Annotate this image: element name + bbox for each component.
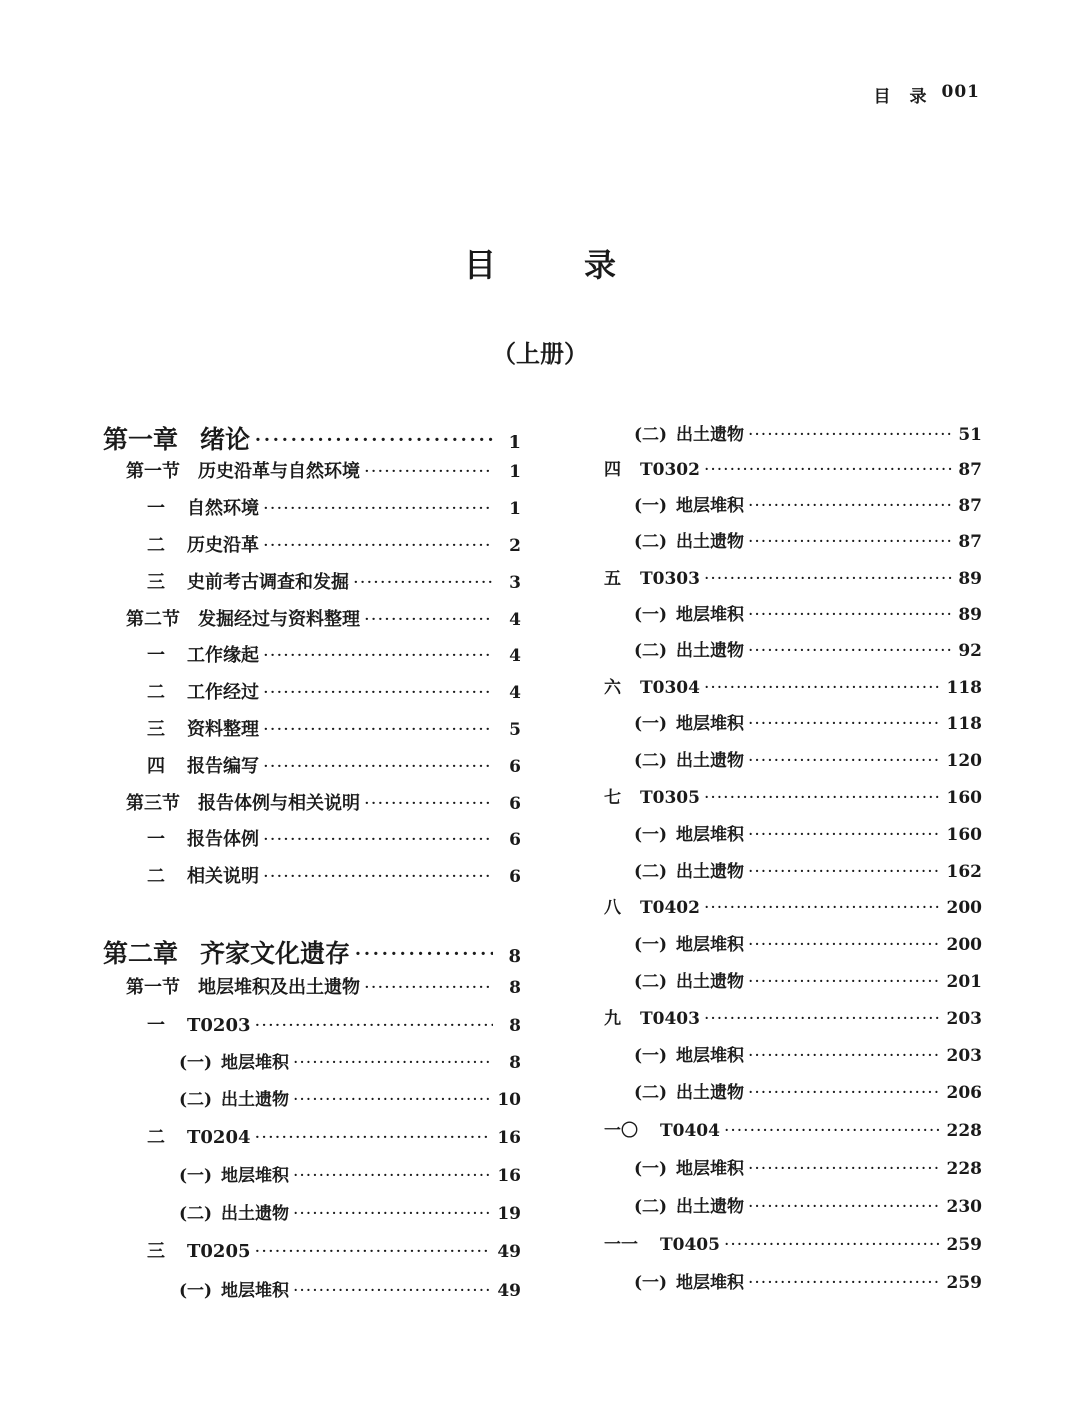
- toc-entry-number: 三: [147, 572, 165, 593]
- toc-entry-number: (一): [634, 714, 668, 734]
- toc-entry-number: 一一: [604, 1235, 638, 1255]
- toc-entry: [103, 1276, 521, 1301]
- toc-entry: [103, 715, 521, 741]
- toc-entry-title: T0204: [187, 1127, 251, 1148]
- toc-entry-number: (一): [634, 605, 668, 625]
- dot-leader: [748, 496, 952, 516]
- toc-entry-title: 地层堆积: [676, 1046, 744, 1066]
- toc-entry-number: 四: [147, 756, 165, 777]
- toc-entry: [103, 1123, 521, 1149]
- toc-entry-page: 228: [946, 1121, 982, 1141]
- toc-entry-number: (二): [634, 862, 668, 882]
- toc-entry-page: 49: [497, 1242, 521, 1262]
- toc-entry-number: (二): [634, 972, 668, 992]
- toc-entry-page: 10: [497, 1090, 521, 1110]
- toc-entry: [103, 1161, 521, 1186]
- toc-entry-title: T0403: [640, 1009, 700, 1029]
- toc-entry-title: T0304: [640, 678, 700, 698]
- toc-entry-title: 地层堆积: [221, 1053, 289, 1073]
- toc-entry: [103, 1237, 521, 1263]
- toc-entry-title: 地层堆积: [676, 714, 744, 734]
- toc-entry: [604, 1004, 982, 1029]
- toc-entry-number: 第二章: [103, 939, 179, 968]
- toc-entry: [604, 893, 982, 918]
- toc-entry-title: 报告体例: [187, 829, 259, 850]
- toc-entry-page: 230: [946, 1197, 982, 1217]
- toc-entry-title: 工作缘起: [187, 645, 259, 666]
- toc-entry-page: 8: [509, 1053, 521, 1073]
- dot-leader: [748, 605, 952, 625]
- toc-entry: [604, 1041, 982, 1066]
- dot-leader: [263, 866, 493, 887]
- toc-entry-title: 地层堆积: [676, 825, 744, 845]
- toc-entry-number: 一: [147, 1015, 165, 1036]
- toc-entry-title: T0205: [187, 1241, 251, 1262]
- toc-entry-number: (二): [634, 1083, 668, 1103]
- toc-entry-title: 地层堆积: [676, 935, 744, 955]
- toc-entry-title: 发掘经过与资料整理: [198, 609, 360, 630]
- toc-entry-page: 87: [958, 460, 982, 480]
- toc-entry-title: 史前考古调查和发掘: [187, 572, 349, 593]
- toc-entry-page: 118: [946, 678, 982, 698]
- toc-entry-number: (二): [634, 532, 668, 552]
- toc-entry-page: 120: [946, 751, 982, 771]
- dot-leader: [255, 1127, 492, 1148]
- toc-entry: [604, 1154, 982, 1179]
- dot-leader: [748, 972, 941, 992]
- toc-entry: [604, 783, 982, 808]
- toc-entry-page: 4: [509, 610, 521, 630]
- toc-entry-title: 出土遗物: [676, 751, 744, 771]
- toc-entry: [604, 1078, 982, 1103]
- toc-entry-number: 三: [147, 719, 165, 740]
- toc-entry: [604, 636, 982, 661]
- running-head-page: 001: [941, 82, 980, 102]
- toc-entry-title: 地层堆积: [676, 605, 744, 625]
- dot-leader: [704, 460, 952, 480]
- toc-entry-title: T0305: [640, 788, 700, 808]
- toc-entry-number: (一): [179, 1281, 213, 1301]
- dot-leader: [364, 461, 493, 482]
- toc-entry: [604, 564, 982, 589]
- toc-entry: [103, 789, 521, 815]
- dot-leader: [293, 1204, 491, 1224]
- toc-entry-page: 19: [497, 1204, 521, 1224]
- dot-leader: [748, 425, 952, 445]
- toc-entry-title: 地层堆积: [676, 496, 744, 516]
- toc-entry: [604, 746, 982, 771]
- dot-leader: [748, 1197, 941, 1217]
- dot-leader: [364, 977, 493, 998]
- toc-entry-number: 一: [147, 498, 165, 519]
- toc-entry: [604, 1268, 982, 1293]
- toc-entry-number: 第一章: [103, 425, 179, 454]
- toc-entry: [604, 1116, 982, 1141]
- toc-entry-title: 地层堆积: [221, 1281, 289, 1301]
- dot-leader: [748, 1159, 941, 1179]
- toc-entry-number: (二): [179, 1090, 213, 1110]
- toc-entry: [103, 934, 521, 970]
- toc-entry: [604, 673, 982, 698]
- toc-entry-page: 16: [497, 1128, 521, 1148]
- toc-entry-number: 第一节: [126, 977, 180, 998]
- dot-leader: [724, 1235, 941, 1255]
- toc-entry-number: (一): [634, 825, 668, 845]
- dot-leader: [364, 609, 493, 630]
- toc-entry: [103, 420, 521, 456]
- toc-entry-page: 3: [509, 573, 521, 593]
- toc-entry-page: 118: [946, 714, 982, 734]
- toc-entry-title: T0405: [660, 1235, 720, 1255]
- dot-leader: [354, 939, 493, 968]
- toc-entry-title: 出土遗物: [221, 1090, 289, 1110]
- dot-leader: [293, 1166, 491, 1186]
- toc-entry: [604, 527, 982, 552]
- toc-entry: [103, 457, 521, 483]
- toc-entry: [103, 678, 521, 704]
- toc-entry-page: 160: [946, 788, 982, 808]
- toc-entry: [604, 1192, 982, 1217]
- toc-entry-number: 第一节: [126, 461, 180, 482]
- toc-entry-page: 4: [509, 646, 521, 666]
- toc-entry-page: 16: [497, 1166, 521, 1186]
- toc-entry-number: 二: [147, 682, 165, 703]
- toc-entry-number: 四: [604, 460, 621, 480]
- toc-entry-title: 资料整理: [187, 719, 259, 740]
- toc-entry-title: 出土遗物: [221, 1204, 289, 1224]
- dot-leader: [748, 714, 941, 734]
- toc-entry-page: 200: [946, 935, 982, 955]
- toc-entry-number: 二: [147, 1127, 165, 1148]
- dot-leader: [704, 1009, 941, 1029]
- toc-entry-title: T0303: [640, 569, 700, 589]
- dot-leader: [255, 1241, 492, 1262]
- toc-entry-page: 8: [509, 1016, 521, 1036]
- toc-entry-page: 162: [946, 862, 982, 882]
- toc-entry-number: 第二节: [126, 609, 180, 630]
- toc-entry-number: (二): [634, 641, 668, 661]
- toc-entry-page: 203: [946, 1046, 982, 1066]
- toc-entry-page: 203: [946, 1009, 982, 1029]
- toc-entry-number: 三: [147, 1241, 165, 1262]
- toc-entry: [103, 1085, 521, 1110]
- toc-entry-page: 6: [509, 830, 521, 850]
- dot-leader: [704, 678, 941, 698]
- toc-entry: [103, 531, 521, 557]
- dot-leader: [748, 1046, 941, 1066]
- toc-entry-title: 地层堆积: [676, 1159, 744, 1179]
- page-title: 目 录: [463, 246, 644, 284]
- toc-entry: [604, 455, 982, 480]
- toc-entry-page: 87: [958, 532, 982, 552]
- toc-entry-title: 历史沿革与自然环境: [198, 461, 360, 482]
- toc-entry-number: 第三节: [126, 793, 180, 814]
- toc-entry-page: 259: [946, 1235, 982, 1255]
- dot-leader: [748, 532, 952, 552]
- toc-entry: [103, 1048, 521, 1073]
- dot-leader: [704, 569, 952, 589]
- toc-entry-title: 出土遗物: [676, 1083, 744, 1103]
- toc-entry-number: (一): [634, 935, 668, 955]
- dot-leader: [353, 572, 493, 593]
- toc-entry-number: 五: [604, 569, 621, 589]
- toc-entry: [604, 420, 982, 445]
- toc-entry-page: 5: [509, 720, 521, 740]
- toc-entry-number: 七: [604, 788, 621, 808]
- toc-entry-title: 报告编写: [187, 756, 259, 777]
- toc-entry-title: 相关说明: [187, 866, 259, 887]
- toc-entry-page: 6: [509, 757, 521, 777]
- dot-leader: [263, 829, 493, 850]
- toc-entry-title: 齐家文化遗存: [200, 939, 351, 968]
- toc-entry-number: 二: [147, 866, 165, 887]
- toc-entry-page: 51: [958, 425, 982, 445]
- toc-entry-number: (一): [179, 1053, 213, 1073]
- dot-leader: [704, 898, 941, 918]
- toc-entry-title: 自然环境: [187, 498, 259, 519]
- toc-entry-page: 8: [509, 978, 521, 998]
- dot-leader: [364, 793, 493, 814]
- toc-entry-page: 6: [509, 867, 521, 887]
- dot-leader: [263, 498, 493, 519]
- toc-entry: [604, 930, 982, 955]
- dot-leader: [293, 1053, 493, 1073]
- toc-entry-number: (二): [634, 1197, 668, 1217]
- toc-entry-title: 地层堆积及出土遗物: [198, 977, 360, 998]
- toc-entry-page: 228: [946, 1159, 982, 1179]
- toc-entry-page: 160: [946, 825, 982, 845]
- toc-entry-page: 1: [509, 462, 521, 482]
- dot-leader: [704, 788, 941, 808]
- toc-entry: [103, 1199, 521, 1224]
- toc-entry: [103, 1011, 521, 1037]
- toc-entry-number: 一: [147, 829, 165, 850]
- toc-entry-number: (一): [634, 1159, 668, 1179]
- dot-leader: [293, 1090, 491, 1110]
- toc-entry-number: 二: [147, 535, 165, 556]
- toc-entry-page: 206: [946, 1083, 982, 1103]
- toc-entry: [103, 641, 521, 667]
- toc-entry-page: 89: [958, 569, 982, 589]
- toc-entry: [604, 709, 982, 734]
- toc-entry: [103, 862, 521, 888]
- toc-entry-number: (一): [179, 1166, 213, 1186]
- toc-entry-title: T0302: [640, 460, 700, 480]
- toc-entry-page: 201: [946, 972, 982, 992]
- toc-entry-title: 出土遗物: [676, 532, 744, 552]
- toc-entry-title: T0402: [640, 898, 700, 918]
- toc-entry: [103, 568, 521, 594]
- toc-entry-page: 1: [508, 432, 521, 453]
- toc-entry: [604, 857, 982, 882]
- dot-leader: [748, 862, 941, 882]
- dot-leader: [748, 935, 941, 955]
- toc-entry-number: (二): [179, 1204, 213, 1224]
- toc-entry-number: 一〇: [604, 1121, 638, 1141]
- dot-leader: [263, 756, 493, 777]
- toc-entry-page: 8: [508, 946, 521, 967]
- toc-entry: [103, 973, 521, 999]
- toc-entry-title: T0404: [660, 1121, 720, 1141]
- toc-entry-title: 工作经过: [187, 682, 259, 703]
- toc-entry-page: 2: [509, 536, 521, 556]
- toc-entry-number: (二): [634, 425, 668, 445]
- toc-entry-title: 出土遗物: [676, 641, 744, 661]
- toc-entry-title: 出土遗物: [676, 425, 744, 445]
- dot-leader: [263, 682, 493, 703]
- toc-entry-page: 200: [946, 898, 982, 918]
- toc-entry-page: 259: [946, 1273, 982, 1293]
- dot-leader: [254, 425, 493, 454]
- toc-entry-number: (一): [634, 1273, 668, 1293]
- toc-entry-page: 89: [958, 605, 982, 625]
- dot-leader: [293, 1281, 491, 1301]
- toc-entry-number: (一): [634, 496, 668, 516]
- toc-entry-title: 报告体例与相关说明: [198, 793, 360, 814]
- dot-leader: [255, 1015, 494, 1036]
- toc-entry-number: 九: [604, 1009, 621, 1029]
- running-head-label: 目 录: [873, 87, 928, 107]
- toc-entry-title: 历史沿革: [187, 535, 259, 556]
- toc-entry-title: 地层堆积: [221, 1166, 289, 1186]
- toc-entry-title: 地层堆积: [676, 1273, 744, 1293]
- volume-label: （上册）: [492, 339, 588, 368]
- toc-entry-number: (二): [634, 751, 668, 771]
- dot-leader: [748, 751, 941, 771]
- dot-leader: [748, 641, 952, 661]
- toc-entry-page: 92: [958, 641, 982, 661]
- toc-entry-number: 六: [604, 678, 621, 698]
- toc-entry-page: 6: [509, 794, 521, 814]
- toc-entry-title: T0203: [187, 1015, 251, 1036]
- toc-entry: [604, 491, 982, 516]
- dot-leader: [724, 1121, 941, 1141]
- dot-leader: [748, 825, 941, 845]
- dot-leader: [748, 1083, 941, 1103]
- toc-entry-page: 4: [509, 683, 521, 703]
- toc-entry-page: 87: [958, 496, 982, 516]
- toc-entry-title: 出土遗物: [676, 862, 744, 882]
- toc-entry-title: 出土遗物: [676, 972, 744, 992]
- dot-leader: [263, 645, 493, 666]
- toc-entry: [604, 600, 982, 625]
- dot-leader: [263, 535, 493, 556]
- toc-entry: [103, 825, 521, 851]
- dot-leader: [263, 719, 493, 740]
- toc-entry: [103, 752, 521, 778]
- toc-entry: [604, 1230, 982, 1255]
- toc-entry-title: 出土遗物: [676, 1197, 744, 1217]
- toc-entry-number: 一: [147, 645, 165, 666]
- toc-entry: [604, 820, 982, 845]
- running-head: [874, 82, 981, 107]
- toc-entry-number: 八: [604, 898, 621, 918]
- toc-entry-page: 1: [509, 499, 521, 519]
- dot-leader: [748, 1273, 941, 1293]
- toc-entry: [103, 605, 521, 631]
- toc-entry-title: 绪论: [200, 425, 251, 454]
- toc-entry: [604, 967, 982, 992]
- toc-entry-page: 49: [497, 1281, 521, 1301]
- toc-entry: [103, 494, 521, 520]
- toc-entry-number: (一): [634, 1046, 668, 1066]
